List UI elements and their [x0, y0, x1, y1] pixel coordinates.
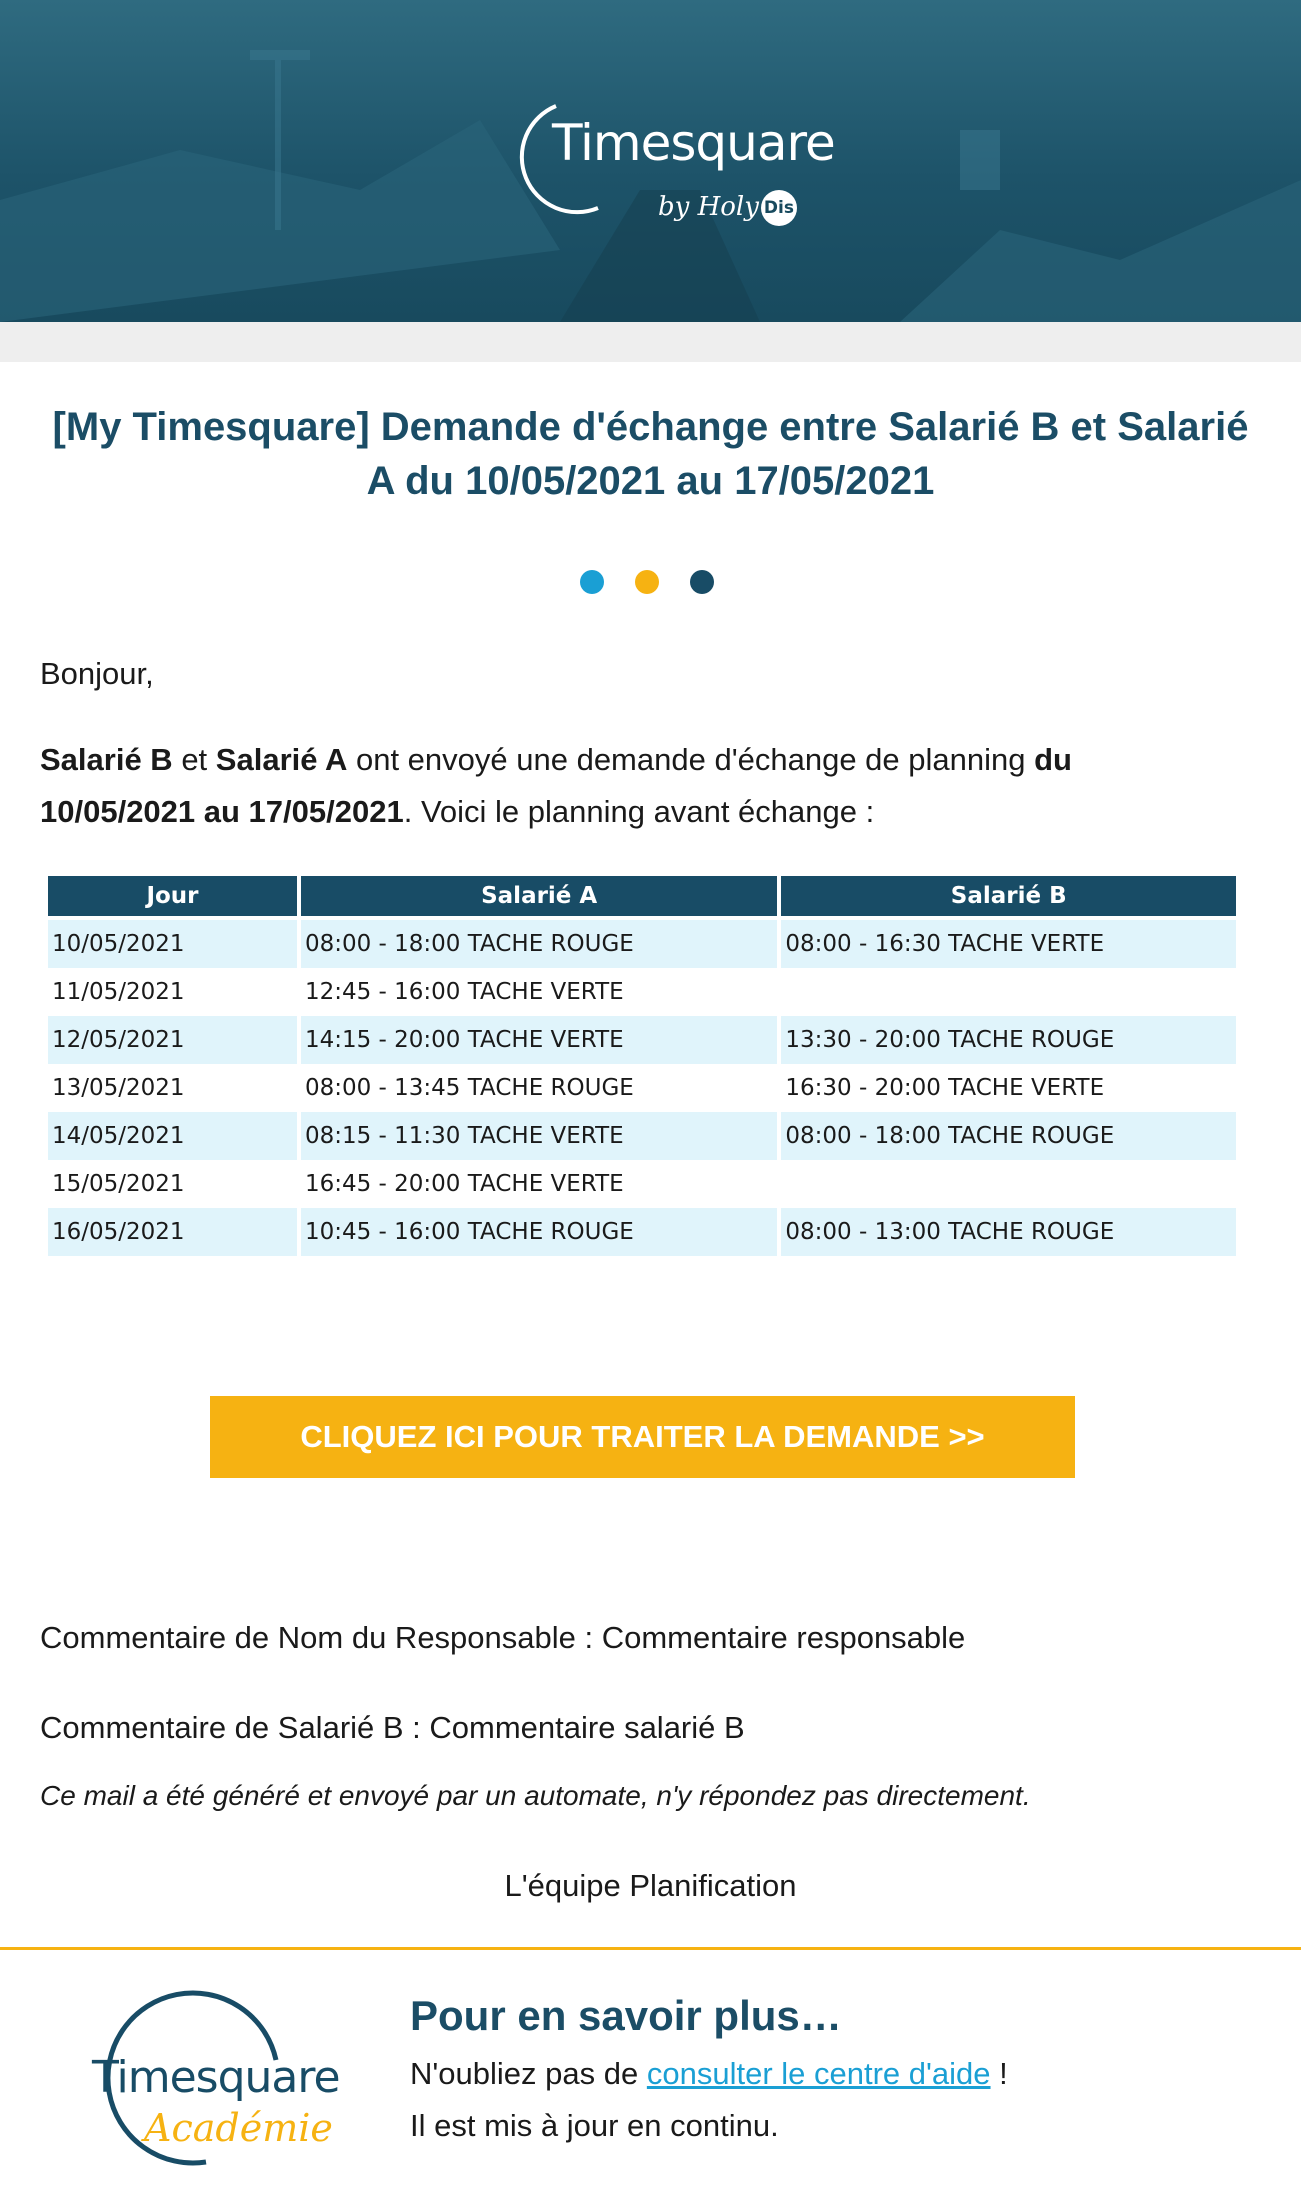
cell-salarie-a: 08:00 - 18:00 TACHE ROUGE: [301, 920, 777, 968]
cell-salarie-b: 08:00 - 13:00 TACHE ROUGE: [781, 1208, 1236, 1256]
table-row: [48, 1016, 1236, 1064]
automated-notice: Ce mail a été généré et envoyé par un automate, n'y répondez pas directement.: [40, 1780, 1031, 1811]
dot-navy: [690, 570, 714, 594]
cell-salarie-b: [781, 1160, 1236, 1208]
manager-comment: Commentaire de Nom du Responsable : Commentaire responsable: [40, 1620, 966, 1655]
cell-jour: 10/05/2021: [48, 920, 297, 968]
decorative-dots: [0, 570, 1301, 596]
intro-dates: 10/05/2021 au 17/05/2021: [40, 794, 404, 829]
intro-paragraph: [40, 734, 1260, 838]
cell-jour: 14/05/2021: [48, 1112, 297, 1160]
header-salarie-b: Salarié B: [781, 876, 1236, 920]
help-text: !: [990, 2056, 1008, 2091]
table-row: [48, 920, 1236, 968]
logo-text: Timesquare: [552, 114, 835, 172]
timesquare-logo: [498, 94, 835, 234]
cell-salarie-a: 12:45 - 16:00 TACHE VERTE: [304, 979, 624, 1005]
cell-salarie-a: 08:15 - 11:30 TACHE VERTE: [301, 1112, 777, 1160]
header-salarie-a: Salarié A: [301, 876, 777, 920]
employee-b-comment: Commentaire de Salarié B : Commentaire salarié B: [40, 1710, 745, 1745]
cell-jour: 15/05/2021: [52, 1171, 185, 1197]
signature: L'équipe Planification: [504, 1868, 797, 1903]
academie-subtitle: Académie: [144, 2106, 333, 2150]
cell-salarie-a: 10:45 - 16:00 TACHE ROUGE: [301, 1208, 777, 1256]
process-request-button[interactable]: CLIQUEZ ICI POUR TRAITER LA DEMANDE >>: [210, 1396, 1075, 1478]
cell-salarie-a: 16:45 - 20:00 TACHE VERTE: [304, 1171, 624, 1197]
header-banner: [0, 0, 1301, 322]
header-separator: [0, 322, 1301, 362]
table-row: [48, 1112, 1236, 1160]
cell-salarie-b: 13:30 - 20:00 TACHE ROUGE: [781, 1016, 1236, 1064]
greeting: Bonjour,: [40, 656, 154, 691]
header-jour: Jour: [48, 876, 297, 920]
planning-table: [44, 876, 1240, 1256]
cell-salarie-b: 16:30 - 20:00 TACHE VERTE: [785, 1075, 1105, 1101]
cell-salarie-a: 08:00 - 13:45 TACHE ROUGE: [304, 1075, 634, 1101]
cell-salarie-b: 08:00 - 16:30 TACHE VERTE: [781, 920, 1236, 968]
table-row: [48, 1160, 1236, 1208]
cell-salarie-b: [781, 968, 1236, 1016]
table-row: [48, 1064, 1236, 1112]
page-title: [My Timesquare] Demande d'échange entre Salarié B et Salarié A du 10/05/2021 au 17/05/2021: [52, 405, 1249, 503]
employee-a-name: Salarié A: [215, 742, 348, 777]
help-center-line: [410, 2056, 1008, 2092]
cell-jour: 11/05/2021: [52, 979, 185, 1005]
employee-b-name: Salarié B: [40, 742, 173, 777]
update-notice: Il est mis à jour en continu.: [410, 2108, 779, 2143]
cell-jour: 16/05/2021: [48, 1208, 297, 1256]
intro-text: et: [172, 742, 216, 777]
academie-title: Timesquare: [92, 2052, 340, 2103]
timesquare-academie-logo: [56, 1990, 340, 2170]
intro-du: du: [1034, 742, 1072, 777]
cell-salarie-a: 14:15 - 20:00 TACHE VERTE: [301, 1016, 777, 1064]
cell-salarie-b: 08:00 - 18:00 TACHE ROUGE: [781, 1112, 1236, 1160]
intro-text: ont envoyé une demande d'échange de planning: [347, 742, 1035, 777]
help-center-link[interactable]: consulter le centre d'aide: [646, 2056, 991, 2091]
help-text: N'oubliez pas de: [410, 2056, 647, 2091]
table-row: [48, 968, 1236, 1016]
table-row: [48, 1208, 1236, 1256]
cell-jour: 13/05/2021: [52, 1075, 185, 1101]
logo-by-holydis: by Holy Dis: [658, 190, 797, 226]
intro-text: . Voici le planning avant échange :: [403, 794, 875, 829]
learn-more-title: Pour en savoir plus…: [410, 1992, 842, 2039]
cell-jour: 12/05/2021: [48, 1016, 297, 1064]
table-header-row: [48, 876, 1236, 920]
footer-divider: [0, 1947, 1301, 1950]
dot-yellow: [635, 570, 659, 594]
dot-blue: [580, 570, 604, 594]
